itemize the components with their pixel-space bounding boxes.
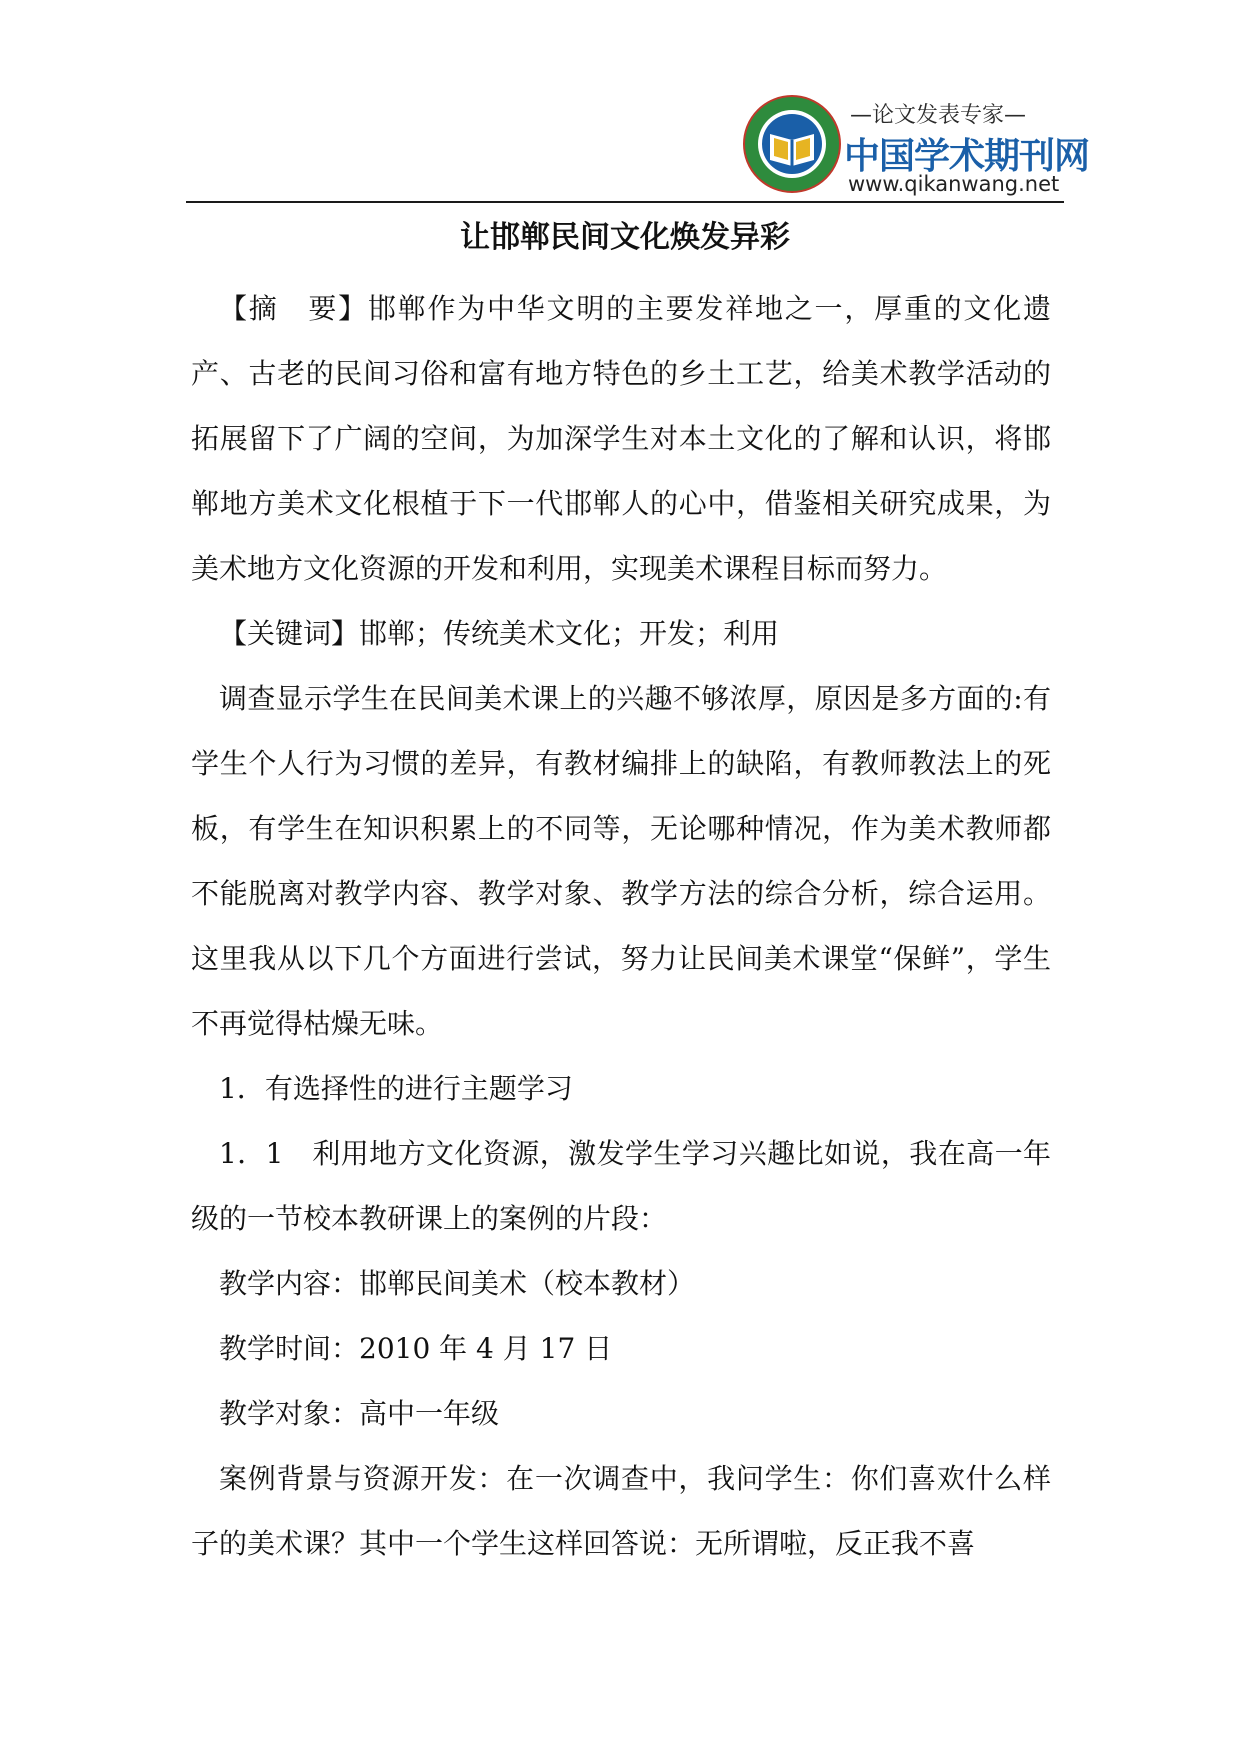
- teaching-target: 教学对象：高中一年级: [219, 1397, 500, 1430]
- abstract-paragraph: 【摘 要】邯郸作为中华文明的主要发祥地之一，厚重的文化遗产、古老的民间习俗和富有地方特色的乡土工艺，给美术教学活动的拓展留下了广阔的空间，为加深学生对本土文化的了解和认识，将邯郸地方美术文化根植于下一代邯郸人的心中，借鉴相关研究成果，为美术地方文化资源的开发和利用，实现美术课程目标而努力。: [191, 292, 1051, 585]
- document-title: 让邯郸民间文化焕发异彩: [460, 220, 790, 255]
- document-body: [191, 276, 1051, 1576]
- keywords-paragraph: 【关键词】邯郸；传统美术文化；开发；利用: [219, 617, 780, 650]
- logo-tagline: —论文发表专家—: [850, 103, 1027, 128]
- site-logo: [742, 88, 1090, 198]
- teaching-content: 教学内容：邯郸民间美术（校本教材）: [219, 1267, 696, 1300]
- teaching-time: 教学时间：2010 年 4 月 17 日: [219, 1332, 613, 1365]
- subsection-paragraph: 1．1 利用地方文化资源，激发学生学习兴趣比如说，我在高一年级的一节校本教研课上的案例的片段：: [191, 1137, 1051, 1235]
- body-paragraph: 调查显示学生在民间美术课上的兴趣不够浓厚，原因是多方面的:有学生个人行为习惯的差异，有教材编排上的缺陷，有教师教法上的死板，有学生在知识积累上的不同等，无论哪种情况，作为美术教师都不能脱离对教学内容、教学对象、教学方法的综合分析，综合运用。这里我从以下几个方面进行尝试，努力让民间美术课堂“保鲜”，学生不再觉得枯燥无味。: [191, 682, 1051, 1040]
- section-heading: 1．有选择性的进行主题学习: [219, 1072, 573, 1105]
- logo-seal-icon: [742, 94, 842, 194]
- logo-url: www.qikanwang.net: [848, 172, 1060, 196]
- header-divider: [186, 201, 1064, 203]
- case-background-paragraph: 案例背景与资源开发：在一次调查中，我问学生：你们喜欢什么样子的美术课？其中一个学生这样回答说：无所谓啦，反正我不喜: [191, 1462, 1051, 1560]
- logo-name: 中国学术期刊网: [844, 136, 1090, 177]
